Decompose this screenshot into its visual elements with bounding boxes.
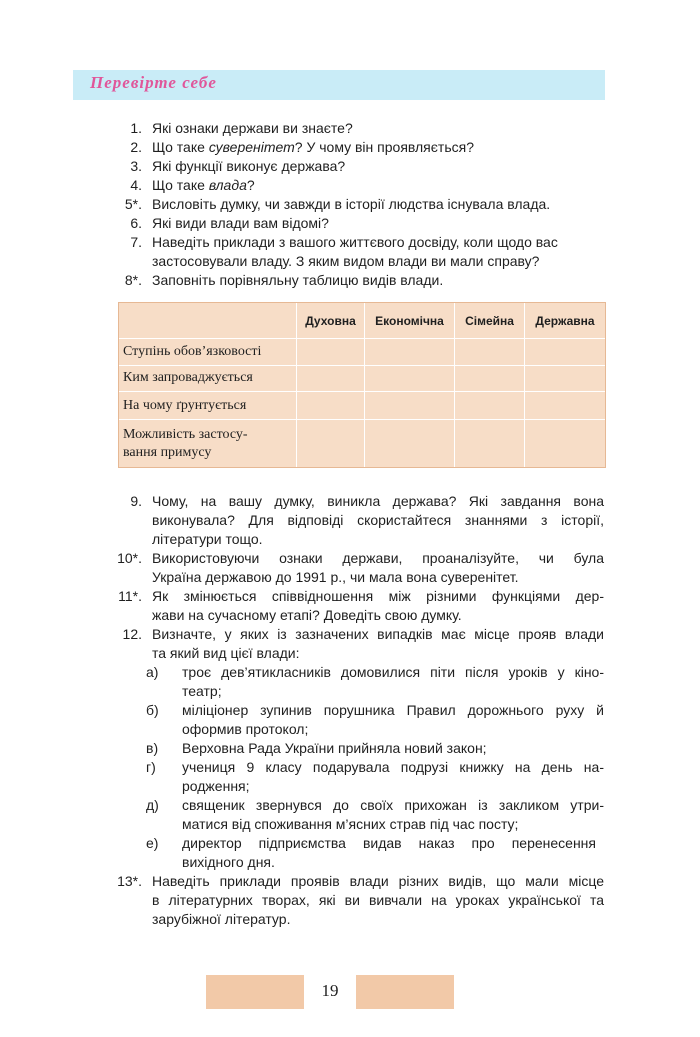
table-row: [119, 420, 605, 467]
table-header-cell: Економічна: [365, 303, 455, 339]
page-tab-right: [356, 975, 454, 1009]
sub-item-letter: г): [146, 759, 156, 775]
sub-item-letter: е): [146, 835, 159, 851]
q-number: 4.: [130, 177, 142, 193]
q-text: Як змінюється співвідношення між різними функціями дер-: [152, 588, 604, 604]
q-text-part: Що таке: [152, 177, 209, 193]
q-text-part: Що таке: [152, 139, 209, 155]
table-cell: [365, 366, 455, 392]
table-cell: [297, 392, 365, 420]
table-cell: [525, 420, 605, 467]
sub-item-letter: д): [146, 797, 159, 813]
page-number: 19: [321, 981, 339, 1000]
row-label: Ким запроваджується: [119, 366, 297, 392]
sub-item-letter: в): [146, 740, 159, 756]
q-text: Визначте, у яких із зазначених випадків має місце прояв влади: [152, 626, 604, 642]
q-text: Чому, на вашу думку, виникла держава? Які завдання вона: [152, 493, 604, 509]
table-cell: [525, 392, 605, 420]
sub-item-text: театр;: [182, 683, 222, 699]
q-number: 8*.: [124, 272, 142, 288]
q-number: 5*.: [124, 196, 142, 212]
section-title: Перевірте себе: [90, 73, 217, 92]
q-number: 7.: [130, 234, 142, 250]
sub-item-text: священик звернувся до своїх прихожан із закликом утри-: [182, 797, 604, 813]
table-cell: [525, 339, 605, 365]
table-header-cell: Сімейна: [455, 303, 525, 339]
sub-item-text: директор підприємства видав наказ про перенесення: [182, 835, 596, 851]
sub-item-text: Верховна Рада України прийняла новий закон;: [182, 740, 487, 756]
sub-item-text: міліціонер зупинив порушника Правил дорожнього руху й: [182, 702, 604, 718]
row-label-line: вання примусу: [123, 444, 212, 460]
q-text-part: ? У чому він проявляється?: [294, 139, 474, 155]
table-row: [119, 339, 605, 365]
q-text: Які ознаки держави ви знаєте?: [152, 120, 353, 136]
q-number: 6.: [130, 215, 142, 231]
q-number: 9.: [130, 493, 142, 509]
row-label-line: Можливість застосу-: [123, 426, 248, 442]
q-number: 10*.: [117, 550, 142, 566]
q-number: 12.: [122, 626, 142, 642]
row-label: [119, 420, 297, 467]
q-text: Використовуючи ознаки держави, проаналізуйте, чи була: [152, 550, 604, 566]
q-text: [152, 176, 612, 195]
table-cell: [365, 420, 455, 467]
q-term: влада: [208, 177, 247, 193]
page-tab-left: [206, 975, 304, 1009]
q-text: Наведіть приклади проявів влади різних видів, що мали місце: [152, 873, 604, 889]
q-text: [152, 138, 612, 157]
table-cell: [525, 366, 605, 392]
q-text: в літературних творах, які ви вивчали на уроках української та: [152, 892, 604, 908]
table-row: [119, 366, 605, 392]
table-cell: [297, 339, 365, 365]
sub-item-text: учениця 9 класу подарувала подрузі книжку на день на-: [182, 759, 604, 775]
table-header-cell: [119, 303, 297, 339]
q-text: Висловіть думку, чи завжди в історії людства існувала влада.: [152, 196, 551, 212]
q-text: Наведіть приклади з вашого життєвого досвіду, коли щодо вас: [152, 234, 558, 250]
q-text: літератури тощо.: [152, 531, 263, 547]
sub-item-text: оформив протокол;: [182, 721, 309, 737]
row-label: Ступінь обов’язковості: [119, 339, 297, 365]
q-text: застосовували владу. З яким видом влади ви мали справу?: [152, 253, 540, 269]
q-number: 11*.: [118, 588, 142, 604]
q-text-part: ?: [246, 177, 255, 193]
table-header-cell: Державна: [525, 303, 605, 339]
table-cell: [365, 339, 455, 365]
table-cell: [297, 420, 365, 467]
table-cell: [455, 366, 525, 392]
table-row: [119, 392, 605, 420]
table-cell: [455, 339, 525, 365]
q-text: Які функції виконує держава?: [152, 158, 346, 174]
q-text: Які види влади вам відомі?: [152, 215, 329, 231]
table-cell: [297, 366, 365, 392]
q-number: 13*.: [117, 873, 142, 889]
sub-item-text: матися від споживання м’ясних страв під час посту;: [182, 816, 519, 832]
q-text: Україна державою до 1991 р., чи мала вона суверенітет.: [152, 569, 519, 585]
table-cell: [455, 392, 525, 420]
comparison-table: [118, 302, 606, 468]
q-text: зарубіжної літератур.: [152, 911, 291, 927]
table-cell: [455, 420, 525, 467]
table-cell: [365, 392, 455, 420]
table-header-cell: Духовна: [297, 303, 365, 339]
sub-item-text: вихідного дня.: [182, 854, 275, 870]
sub-item-text: родження;: [182, 778, 250, 794]
q-term: суверенітет: [208, 139, 295, 155]
q-number: 3.: [130, 158, 142, 174]
q-number: 2.: [130, 139, 142, 155]
sub-item-letter: б): [146, 702, 159, 718]
table-header-row: [119, 303, 605, 339]
q-number: 1.: [130, 120, 142, 136]
q-text: жави на сучасному етапі? Доведіть свою думку.: [152, 607, 462, 623]
row-label: На чому ґрунтується: [119, 392, 297, 420]
sub-item-text: троє дев’ятикласників домовилися піти після уроків у кіно-: [182, 664, 604, 680]
q-text: виконувала? Для відповіді скористайтеся знаннями з історії,: [152, 512, 604, 528]
q-text: Заповніть порівняльну таблицю видів влади.: [152, 272, 444, 288]
sub-item-letter: а): [146, 664, 159, 680]
q-text: та який вид цієї влади:: [152, 645, 300, 661]
